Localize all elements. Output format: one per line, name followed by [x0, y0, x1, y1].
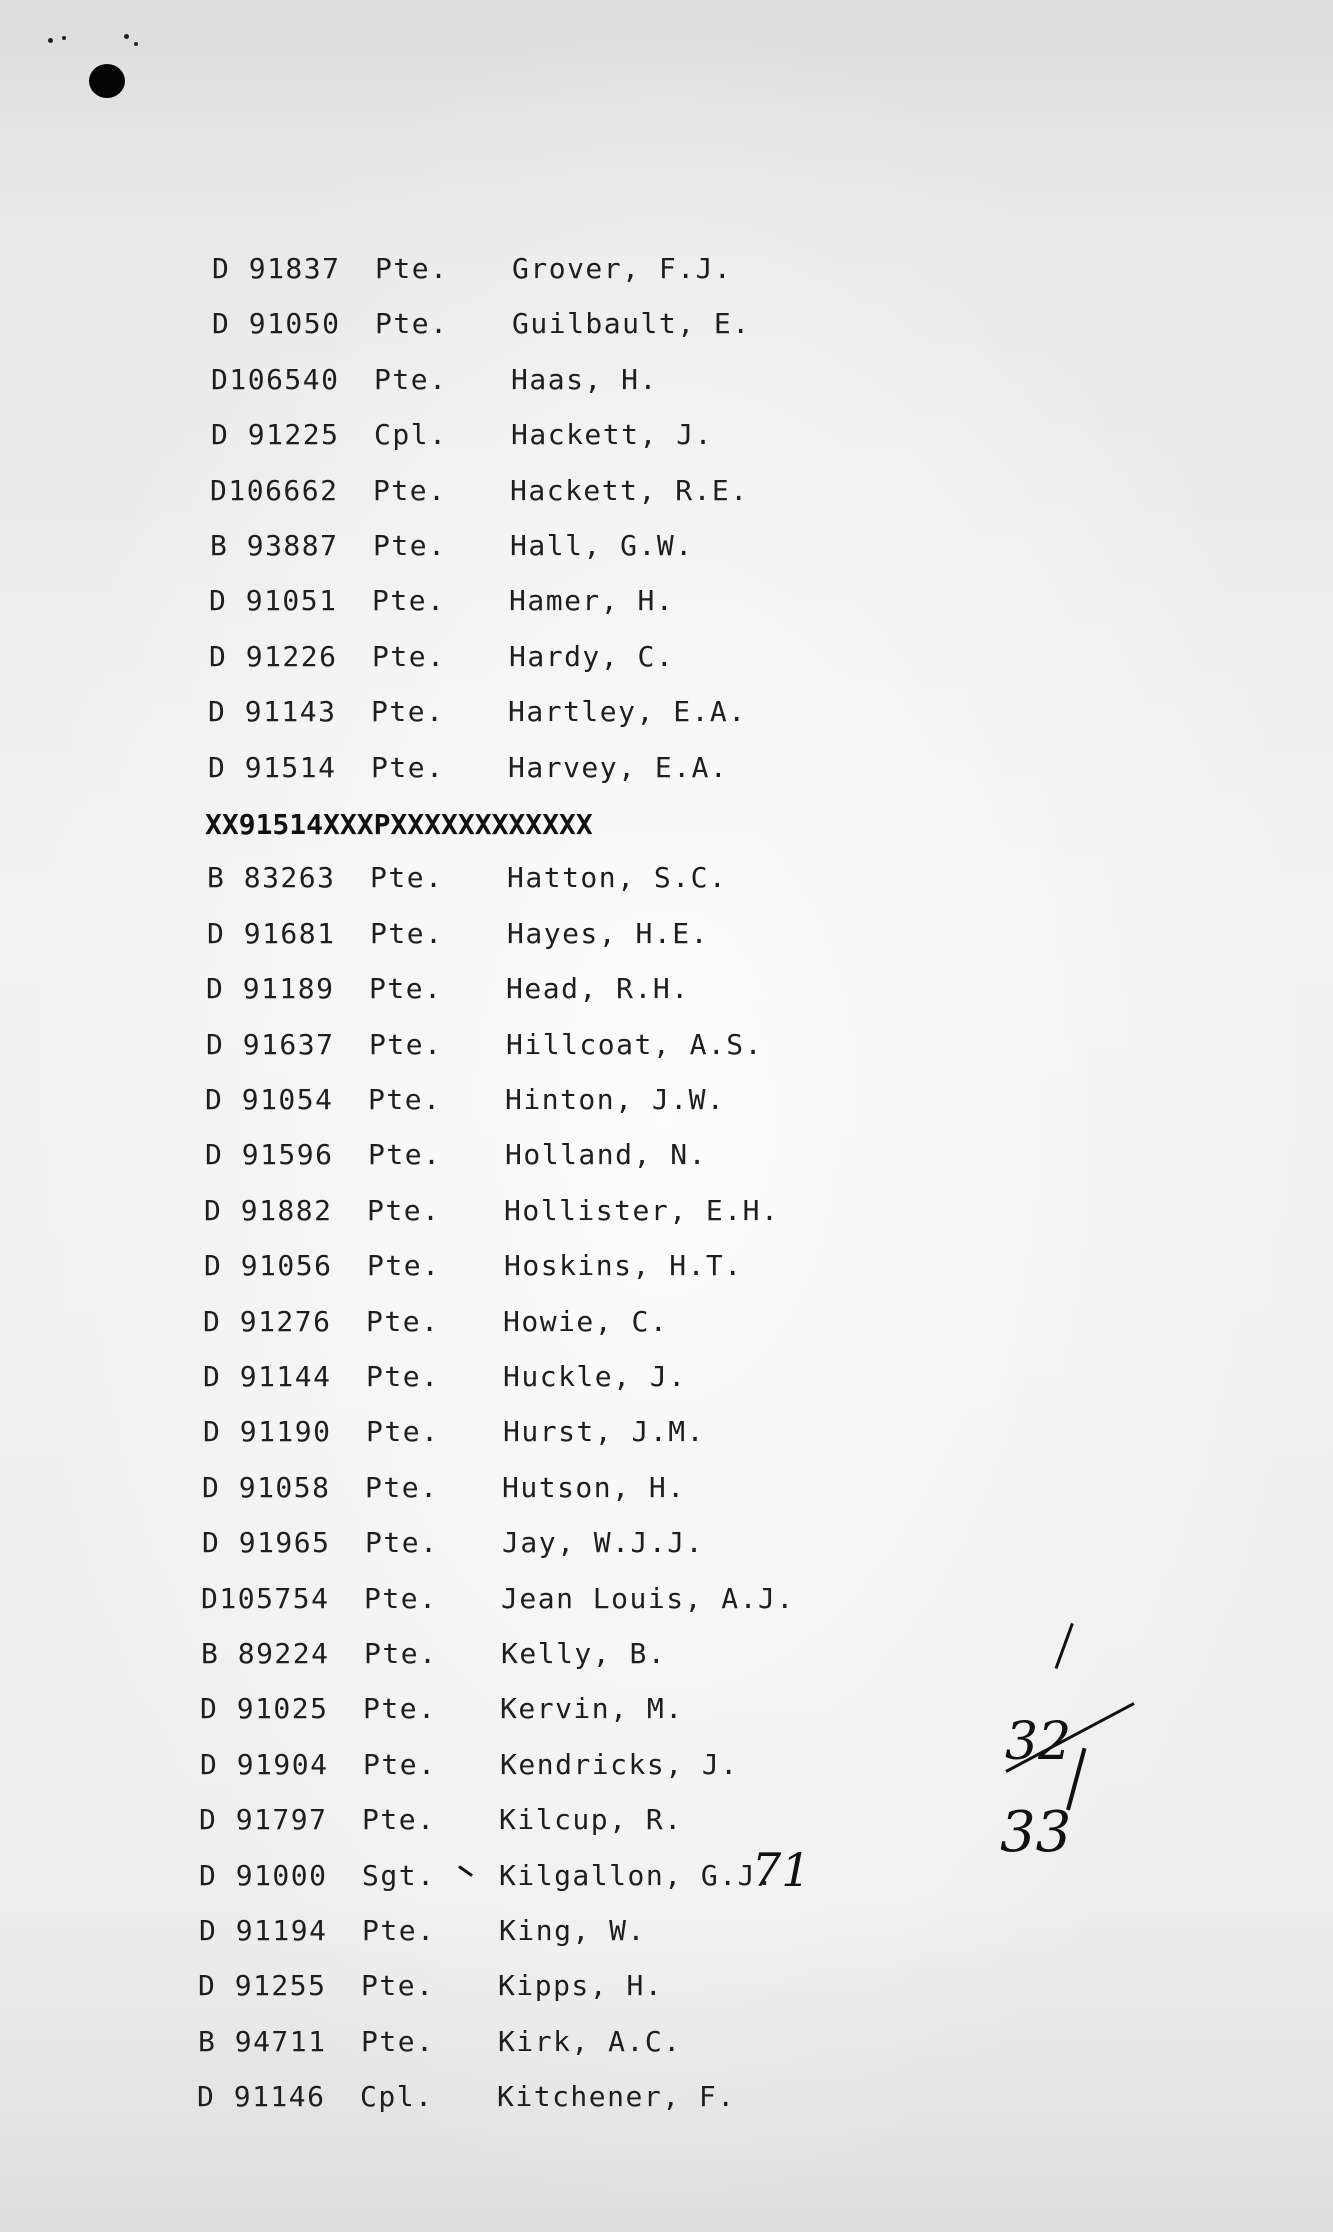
- rank: Pte.: [372, 584, 446, 617]
- soldier-name: Kilgallon, G.J.: [499, 1859, 775, 1892]
- rank: Pte.: [367, 1194, 441, 1227]
- service-number: D 91143: [208, 695, 337, 728]
- service-number: D 91144: [203, 1360, 332, 1393]
- rank: Pte.: [371, 751, 445, 784]
- rank: Pte.: [373, 529, 447, 562]
- rank: Pte.: [363, 1748, 437, 1781]
- service-number: D 91056: [204, 1249, 333, 1282]
- service-number: D 91146: [197, 2080, 326, 2113]
- soldier-name: Hackett, R.E.: [510, 474, 749, 507]
- rank: Pte.: [369, 972, 443, 1005]
- soldier-name: Kirk, A.C.: [498, 2025, 682, 2058]
- service-number: D 91276: [203, 1305, 332, 1338]
- ink-speck: [48, 38, 53, 43]
- rank: Pte.: [362, 1914, 436, 1947]
- service-number: D 91596: [205, 1138, 334, 1171]
- service-number: D 91681: [207, 917, 336, 950]
- service-number: D 91514: [208, 751, 337, 784]
- service-number: B 89224: [201, 1637, 330, 1670]
- struck-out-line: XX91514XXXPXXXXXXXXXXXX: [205, 808, 593, 841]
- ink-speck: [124, 34, 129, 39]
- soldier-name: Hall, G.W.: [510, 529, 694, 562]
- soldier-name: Hatton, S.C.: [507, 861, 728, 894]
- service-number: D 91255: [198, 1969, 327, 2002]
- soldier-name: Holland, N.: [505, 1138, 707, 1171]
- soldier-name: Hurst, J.M.: [503, 1415, 705, 1448]
- soldier-name: Huckle, J.: [503, 1360, 687, 1393]
- soldier-name: Hackett, J.: [511, 418, 713, 451]
- soldier-name: Harvey, E.A.: [508, 751, 729, 784]
- service-number: D 91904: [200, 1748, 329, 1781]
- handwritten-tick-mark: [458, 1865, 473, 1877]
- soldier-name: Hoskins, H.T.: [504, 1249, 743, 1282]
- rank: Pte.: [361, 1969, 435, 2002]
- service-number: D106540: [211, 363, 340, 396]
- service-number: D 91965: [202, 1526, 331, 1559]
- soldier-name: Kelly, B.: [501, 1637, 667, 1670]
- soldier-name: Hinton, J.W.: [505, 1083, 726, 1116]
- rank: Pte.: [366, 1305, 440, 1338]
- soldier-name: Hamer, H.: [509, 584, 675, 617]
- ink-speck: [62, 36, 66, 40]
- rank: Pte.: [368, 1083, 442, 1116]
- rank: Pte.: [366, 1415, 440, 1448]
- rank: Pte.: [361, 2025, 435, 2058]
- soldier-name: Jay, W.J.J.: [502, 1526, 704, 1559]
- soldier-name: Kendricks, J.: [500, 1748, 739, 1781]
- handwritten-count-lower: 33: [1000, 1800, 1072, 1865]
- soldier-name: Hayes, H.E.: [507, 917, 709, 950]
- soldier-name: Jean Louis, A.J.: [501, 1582, 795, 1615]
- service-number: D 91225: [211, 418, 340, 451]
- rank: Pte.: [365, 1471, 439, 1504]
- service-number: D 91837: [212, 252, 341, 285]
- rank: Pte.: [370, 917, 444, 950]
- rank: Pte.: [372, 640, 446, 673]
- rank: Pte.: [374, 363, 448, 396]
- service-number: B 83263: [207, 861, 336, 894]
- rank: Pte.: [367, 1249, 441, 1282]
- rank: Sgt.: [362, 1859, 436, 1892]
- service-number: D 91189: [206, 972, 335, 1005]
- rank: Pte.: [370, 861, 444, 894]
- soldier-name: Hillcoat, A.S.: [506, 1028, 764, 1061]
- service-number: D 91194: [199, 1914, 328, 1947]
- service-number: D 91190: [203, 1415, 332, 1448]
- service-number: D 91637: [206, 1028, 335, 1061]
- service-number: D 91054: [205, 1083, 334, 1116]
- soldier-name: Kitchener, F.: [497, 2080, 736, 2113]
- service-number: B 94711: [198, 2025, 327, 2058]
- service-number: D 91000: [199, 1859, 328, 1892]
- ink-speck: [134, 42, 138, 46]
- service-number: B 93887: [210, 529, 339, 562]
- service-number: D 91050: [212, 307, 341, 340]
- soldier-name: King, W.: [499, 1914, 646, 1947]
- rank: Cpl.: [374, 418, 448, 451]
- rank: Pte.: [369, 1028, 443, 1061]
- rank: Pte.: [364, 1582, 438, 1615]
- rank: Pte.: [375, 307, 449, 340]
- soldier-name: Kervin, M.: [500, 1692, 684, 1725]
- handwritten-check: [1055, 1623, 1074, 1669]
- soldier-name: Haas, H.: [511, 363, 658, 396]
- soldier-name: Hutson, H.: [502, 1471, 686, 1504]
- service-number: D 91797: [199, 1803, 328, 1836]
- soldier-name: Hardy, C.: [509, 640, 675, 673]
- service-number: D 91226: [209, 640, 338, 673]
- rank: Pte.: [366, 1360, 440, 1393]
- soldier-name: Howie, C.: [503, 1305, 669, 1338]
- soldier-name: Hartley, E.A.: [508, 695, 747, 728]
- ink-blot: [89, 64, 125, 98]
- rank: Pte.: [364, 1637, 438, 1670]
- rank: Pte.: [365, 1526, 439, 1559]
- rank: Pte.: [371, 695, 445, 728]
- service-number: D105754: [201, 1582, 330, 1615]
- rank: Pte.: [363, 1692, 437, 1725]
- service-number: D 91025: [200, 1692, 329, 1725]
- rank: Pte.: [368, 1138, 442, 1171]
- handwritten-margin-number: 71: [752, 1843, 811, 1897]
- service-number: D 91058: [202, 1471, 331, 1504]
- rank: Pte.: [362, 1803, 436, 1836]
- service-number: D 91051: [209, 584, 338, 617]
- handwritten-count-upper: 32: [1005, 1712, 1072, 1772]
- service-number: D 91882: [204, 1194, 333, 1227]
- soldier-name: Head, R.H.: [506, 972, 690, 1005]
- soldier-name: Hollister, E.H.: [504, 1194, 780, 1227]
- rank: Pte.: [375, 252, 449, 285]
- service-number: D106662: [210, 474, 339, 507]
- soldier-name: Kilcup, R.: [499, 1803, 683, 1836]
- soldier-name: Kipps, H.: [498, 1969, 664, 2002]
- soldier-name: Guilbault, E.: [512, 307, 751, 340]
- soldier-name: Grover, F.J.: [512, 252, 733, 285]
- rank: Pte.: [373, 474, 447, 507]
- rank: Cpl.: [360, 2080, 434, 2113]
